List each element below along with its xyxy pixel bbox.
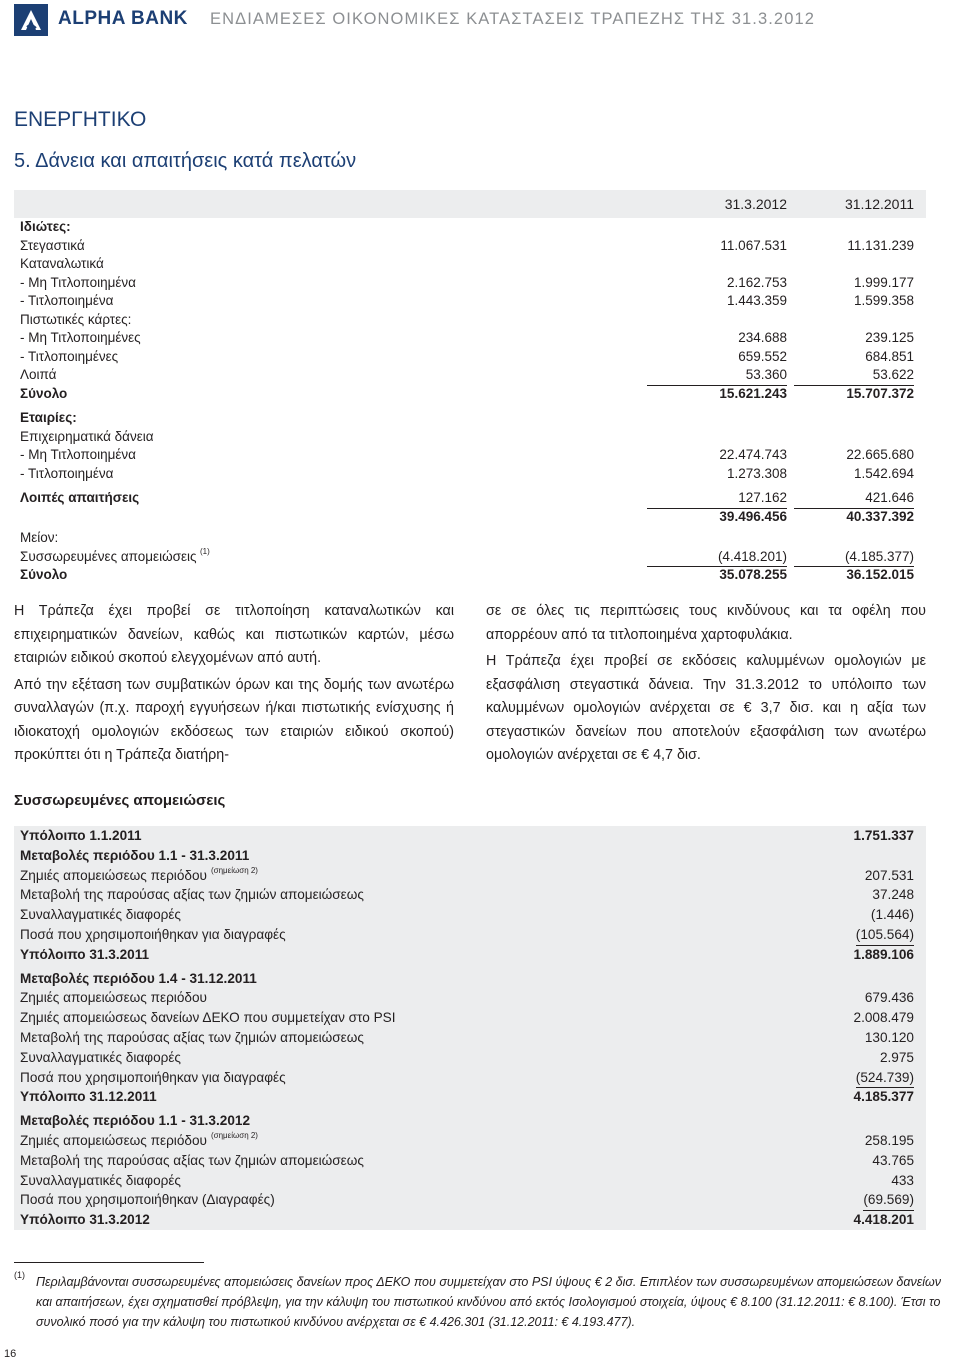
row-label: Ποσά που χρησιμοποιήθηκαν (Διαγραφές) (20, 1192, 275, 1208)
amount: 43.765 (872, 1152, 914, 1168)
table-row (14, 885, 926, 905)
row-label: - Μη Τιτλοποιημένα (20, 274, 136, 290)
table-row (14, 1111, 926, 1131)
table-row (14, 1008, 926, 1028)
value-31-12-2011: 15.707.372 (846, 385, 914, 401)
table-row (14, 311, 926, 330)
value-31-12-2011: 421.646 (794, 489, 914, 509)
row-label: Επιχειρηματικά δάνεια (20, 428, 154, 444)
value-31-3-2012: 35.078.255 (719, 567, 787, 582)
table-row (14, 508, 926, 527)
paragraph: Η Τράπεζα έχει προβεί σε τιτλοποίηση καταναλωτικών και επιχειρηματικών δανείων, καθώς και πιστωτικών καρτών, μέσω εταιριών ειδικού σκοπού ελεγχομένων από αυτή. (14, 603, 454, 666)
row-label: Ποσά που χρησιμοποιήθηκαν για διαγραφές (20, 926, 286, 942)
value-31-3-2012: 2.162.753 (726, 274, 787, 290)
amount: 4.185.377 (853, 1089, 914, 1105)
footnote: Περιλαμβάνονται συσσωρευμένες απομειώσεις δανείων προς ΔΕΚΟ που συμμετείχαν στο PSI ύψους € 2 δισ. Επιπλέον των συσσωρευμένων απομειώσεων δανείων και απαιτήσεων, έχει σχηματισθεί πρόβλεψη, για την κάλυψη του πιστωτικού κινδύνου από εκτός Ισολογισμού στοιχεία, ύψους € 8.100 (31.12.2011: € 8.100). Έτσι το συνολικό ποσό για την κάλυψη του πιστωτικού κινδύνου ανέρχεται σε € 4.426.301 (31.12.2011: € 4.193.477). (36, 1275, 941, 1329)
row-label: Μεταβολή της παρούσας αξίας των ζημιών απομειώσεως (20, 887, 364, 903)
loans-table-body (14, 218, 926, 585)
amount: 207.531 (864, 867, 914, 883)
row-label: Μεταβολή της παρούσας αξίας των ζημιών απομειώσεως (20, 1152, 364, 1168)
row-label: Υπόλοιπο 31.3.2011 (20, 946, 150, 962)
impairments-table-body (14, 826, 926, 1230)
table-row (14, 446, 926, 465)
table-row (14, 1171, 926, 1191)
table-row (14, 366, 926, 385)
value-31-3-2012: (4.418.201) (647, 548, 787, 568)
page-header (0, 0, 960, 40)
row-label: Ζημιές απομειώσεως περιόδου (20, 867, 207, 883)
table-row (14, 1028, 926, 1048)
table-row (14, 255, 926, 274)
value-31-3-2012: 127.162 (647, 489, 787, 509)
value-31-12-2011: 53.622 (794, 366, 914, 386)
table-row (14, 348, 926, 367)
row-label: - Μη Τιτλοποιημένες (20, 330, 141, 345)
table-row: Ζημιές απομειώσεως περιόδου (σημείωση 2) 207.531 (14, 866, 926, 886)
table-row (14, 292, 926, 311)
row-label: Συναλλαγματικές διαφορές (20, 1172, 181, 1188)
row-label: Μεταβολή της παρούσας αξίας των ζημιών απομειώσεως (20, 1029, 364, 1045)
text-column-right (486, 600, 926, 771)
value-31-12-2011: 40.337.392 (846, 508, 914, 524)
amount: (1.446) (870, 907, 914, 923)
paragraph: σε σε όλες τις περιπτώσεις τους κινδύνους και τα οφέλη που απορρέουν από τα τιτλοποιημένα χαρτοφυλάκια. (486, 603, 926, 643)
loans-table (14, 190, 926, 585)
value-31-3-2012: 11.067.531 (720, 237, 787, 253)
value-31-3-2012: 234.688 (738, 330, 787, 345)
amount: 1.889.106 (853, 946, 914, 962)
footnote-marker: (1) (14, 1270, 25, 1280)
row-label: Ποσά που χρησιμοποιήθηκαν για διαγραφές (20, 1069, 286, 1085)
row-label: Καταναλωτικά (20, 256, 104, 271)
amount: (69.569) (863, 1190, 914, 1211)
text-column-left (14, 600, 454, 771)
note-title: 5. Δάνεια και απαιτήσεις κατά πελατών (14, 150, 357, 172)
table-row (14, 969, 926, 989)
footnote-divider (14, 1262, 204, 1263)
table-row (14, 1048, 926, 1068)
value-31-3-2012: 22.474.743 (719, 447, 787, 462)
amount: 433 (891, 1172, 914, 1188)
value-31-12-2011: 239.125 (865, 330, 914, 345)
brand-name: ALPHA BANK (58, 8, 188, 29)
table-row (14, 1087, 926, 1107)
row-label: Σύνολο (20, 567, 68, 582)
value-31-12-2011: 11.131.239 (847, 237, 914, 253)
table-row: Ζημιές απομειώσεως περιόδου (σημείωση 2) 258.195 (14, 1131, 926, 1151)
table-row (14, 218, 926, 237)
column-header-31-3-2012: 31.3.2012 (724, 196, 787, 212)
row-label: Λοιπά (20, 367, 57, 382)
impairments-title: Συσσωρευμένες απομειώσεις (14, 792, 226, 809)
table-row (14, 489, 926, 508)
row-label: Ιδιώτες: (20, 219, 71, 234)
value-31-12-2011: 22.665.680 (846, 447, 914, 462)
row-label: Σύνολο (20, 385, 68, 401)
amount: 258.195 (864, 1132, 914, 1148)
row-label: - Τιτλοποιημένες (20, 348, 119, 364)
table-row (14, 465, 926, 484)
table-row (14, 329, 926, 348)
table-row (14, 988, 926, 1008)
row-label: Συναλλαγματικές διαφορές (20, 1049, 181, 1065)
value-31-12-2011: (4.185.377) (794, 548, 914, 568)
table-row (14, 1068, 926, 1088)
value-31-12-2011: 684.851 (865, 348, 914, 364)
amount: 2.975 (879, 1049, 914, 1065)
table-row (14, 846, 926, 866)
row-label: Υπόλοιπο 31.3.2012 (20, 1212, 150, 1228)
value-31-12-2011: 1.599.358 (853, 293, 914, 308)
document-title: ΕΝΔΙΑΜΕΣΕΣ ΟΙΚΟΝΟΜΙΚΕΣ ΚΑΤΑΣΤΑΣΕΙΣ ΤΡΑΠΕΖΗΣ ΤΗΣ 31.3.2012 (210, 10, 816, 28)
row-label: Μεταβολές περιόδου 1.4 - 31.12.2011 (20, 970, 257, 986)
row-label: Υπόλοιπο 31.12.2011 (20, 1089, 157, 1105)
table-row (14, 925, 926, 945)
value-31-3-2012: 1.443.359 (726, 293, 787, 308)
row-label: Ζημιές απομειώσεως περιόδου (20, 1132, 207, 1148)
value-31-3-2012: 1.273.308 (726, 465, 787, 481)
amount: (524.739) (856, 1068, 914, 1089)
table-row (14, 385, 926, 404)
column-header-31-12-2011: 31.12.2011 (844, 196, 914, 212)
table-row (14, 1151, 926, 1171)
value-31-12-2011: 1.999.177 (853, 274, 914, 290)
row-label: Συναλλαγματικές διαφορές (20, 907, 181, 923)
value-31-12-2011: 1.542.694 (853, 465, 914, 481)
section-title: ΕΝΕΡΓΗΤΙΚΟ (14, 108, 147, 131)
table-row (14, 529, 926, 548)
table-row: Συσσωρευμένες απομειώσεις (1) (4.418.201) (4.185.377) (14, 548, 926, 567)
table-row (14, 274, 926, 293)
row-label: Μεταβολές περιόδου 1.1 - 31.3.2011 (20, 847, 250, 863)
row-label: Ζημιές απομειώσεως περιόδου (20, 990, 207, 1006)
amount: 4.418.201 (853, 1212, 914, 1228)
row-label: Στεγαστικά (20, 237, 85, 253)
row-label: Μείον: (20, 530, 59, 545)
amount: 130.120 (864, 1029, 914, 1045)
table-row (14, 905, 926, 925)
impairments-table (14, 826, 926, 1230)
value-31-3-2012: 53.360 (647, 366, 787, 386)
row-label: Υπόλοιπο 1.1.2011 (20, 828, 142, 843)
row-label: - Τιτλοποιημένα (20, 293, 114, 308)
amount: 37.248 (872, 887, 914, 903)
row-label: Ζημιές απομειώσεως δανείων ΔΕΚΟ που συμμετείχαν στο PSI (20, 1010, 396, 1026)
paragraph: Η Τράπεζα έχει προβεί σε εκδόσεις καλυμμένων ομολογιών με εξασφάλιση στεγαστικά δάνεια. Την 31.3.2012 το υπόλοιπο των καλυμμένων ομολογιών ανέρχεται σε € 3,7 δισ. και η αξία των στεγαστικών δανείων που αποτελούν εξασφάλιση των ανωτέρω ομολογιών ανέρχεται σε € 4,7 δισ. (486, 653, 926, 763)
table-header-row (14, 190, 926, 218)
table-row (14, 409, 926, 428)
amount: 679.436 (864, 990, 914, 1006)
alpha-bank-logo-icon (14, 4, 48, 36)
row-label: Συσσωρευμένες απομειώσεις (20, 548, 197, 564)
table-row (14, 237, 926, 256)
value-31-12-2011: 36.152.015 (846, 567, 914, 582)
row-label: - Μη Τιτλοποιημένα (20, 447, 136, 462)
table-row (14, 945, 926, 965)
value-31-3-2012: 659.552 (738, 348, 787, 364)
table-row (14, 826, 926, 846)
value-31-3-2012: 39.496.456 (719, 508, 787, 524)
table-row (14, 1190, 926, 1210)
amount: 1.751.337 (853, 828, 914, 843)
row-label: Πιστωτικές κάρτες: (20, 311, 132, 327)
row-label: Εταιρίες: (20, 410, 77, 425)
table-row (14, 428, 926, 447)
paragraph: Από την εξέταση των συμβατικών όρων και της δομής των ανωτέρω συναλλαγών (π.χ. παροχή εγγυήσεων ή/και πιστωτικής ενίσχυσης ή ιδιοκατοχή ομολογιών εκδόσεως των εταιριών ειδικού σκοπού) προκύπτει ότι η Τράπεζα διατήρη- (14, 676, 454, 763)
page-number: 16 (4, 1348, 17, 1360)
value-31-3-2012: 15.621.243 (719, 385, 787, 401)
table-row (14, 566, 926, 585)
amount: (105.564) (856, 925, 914, 946)
table-row (14, 1210, 926, 1230)
amount: 2.008.479 (853, 1010, 914, 1026)
row-label: Μεταβολές περιόδου 1.1 - 31.3.2012 (20, 1113, 250, 1129)
row-label: - Τιτλοποιημένα (20, 465, 114, 481)
row-label: Λοιπές απαιτήσεις (20, 490, 140, 505)
